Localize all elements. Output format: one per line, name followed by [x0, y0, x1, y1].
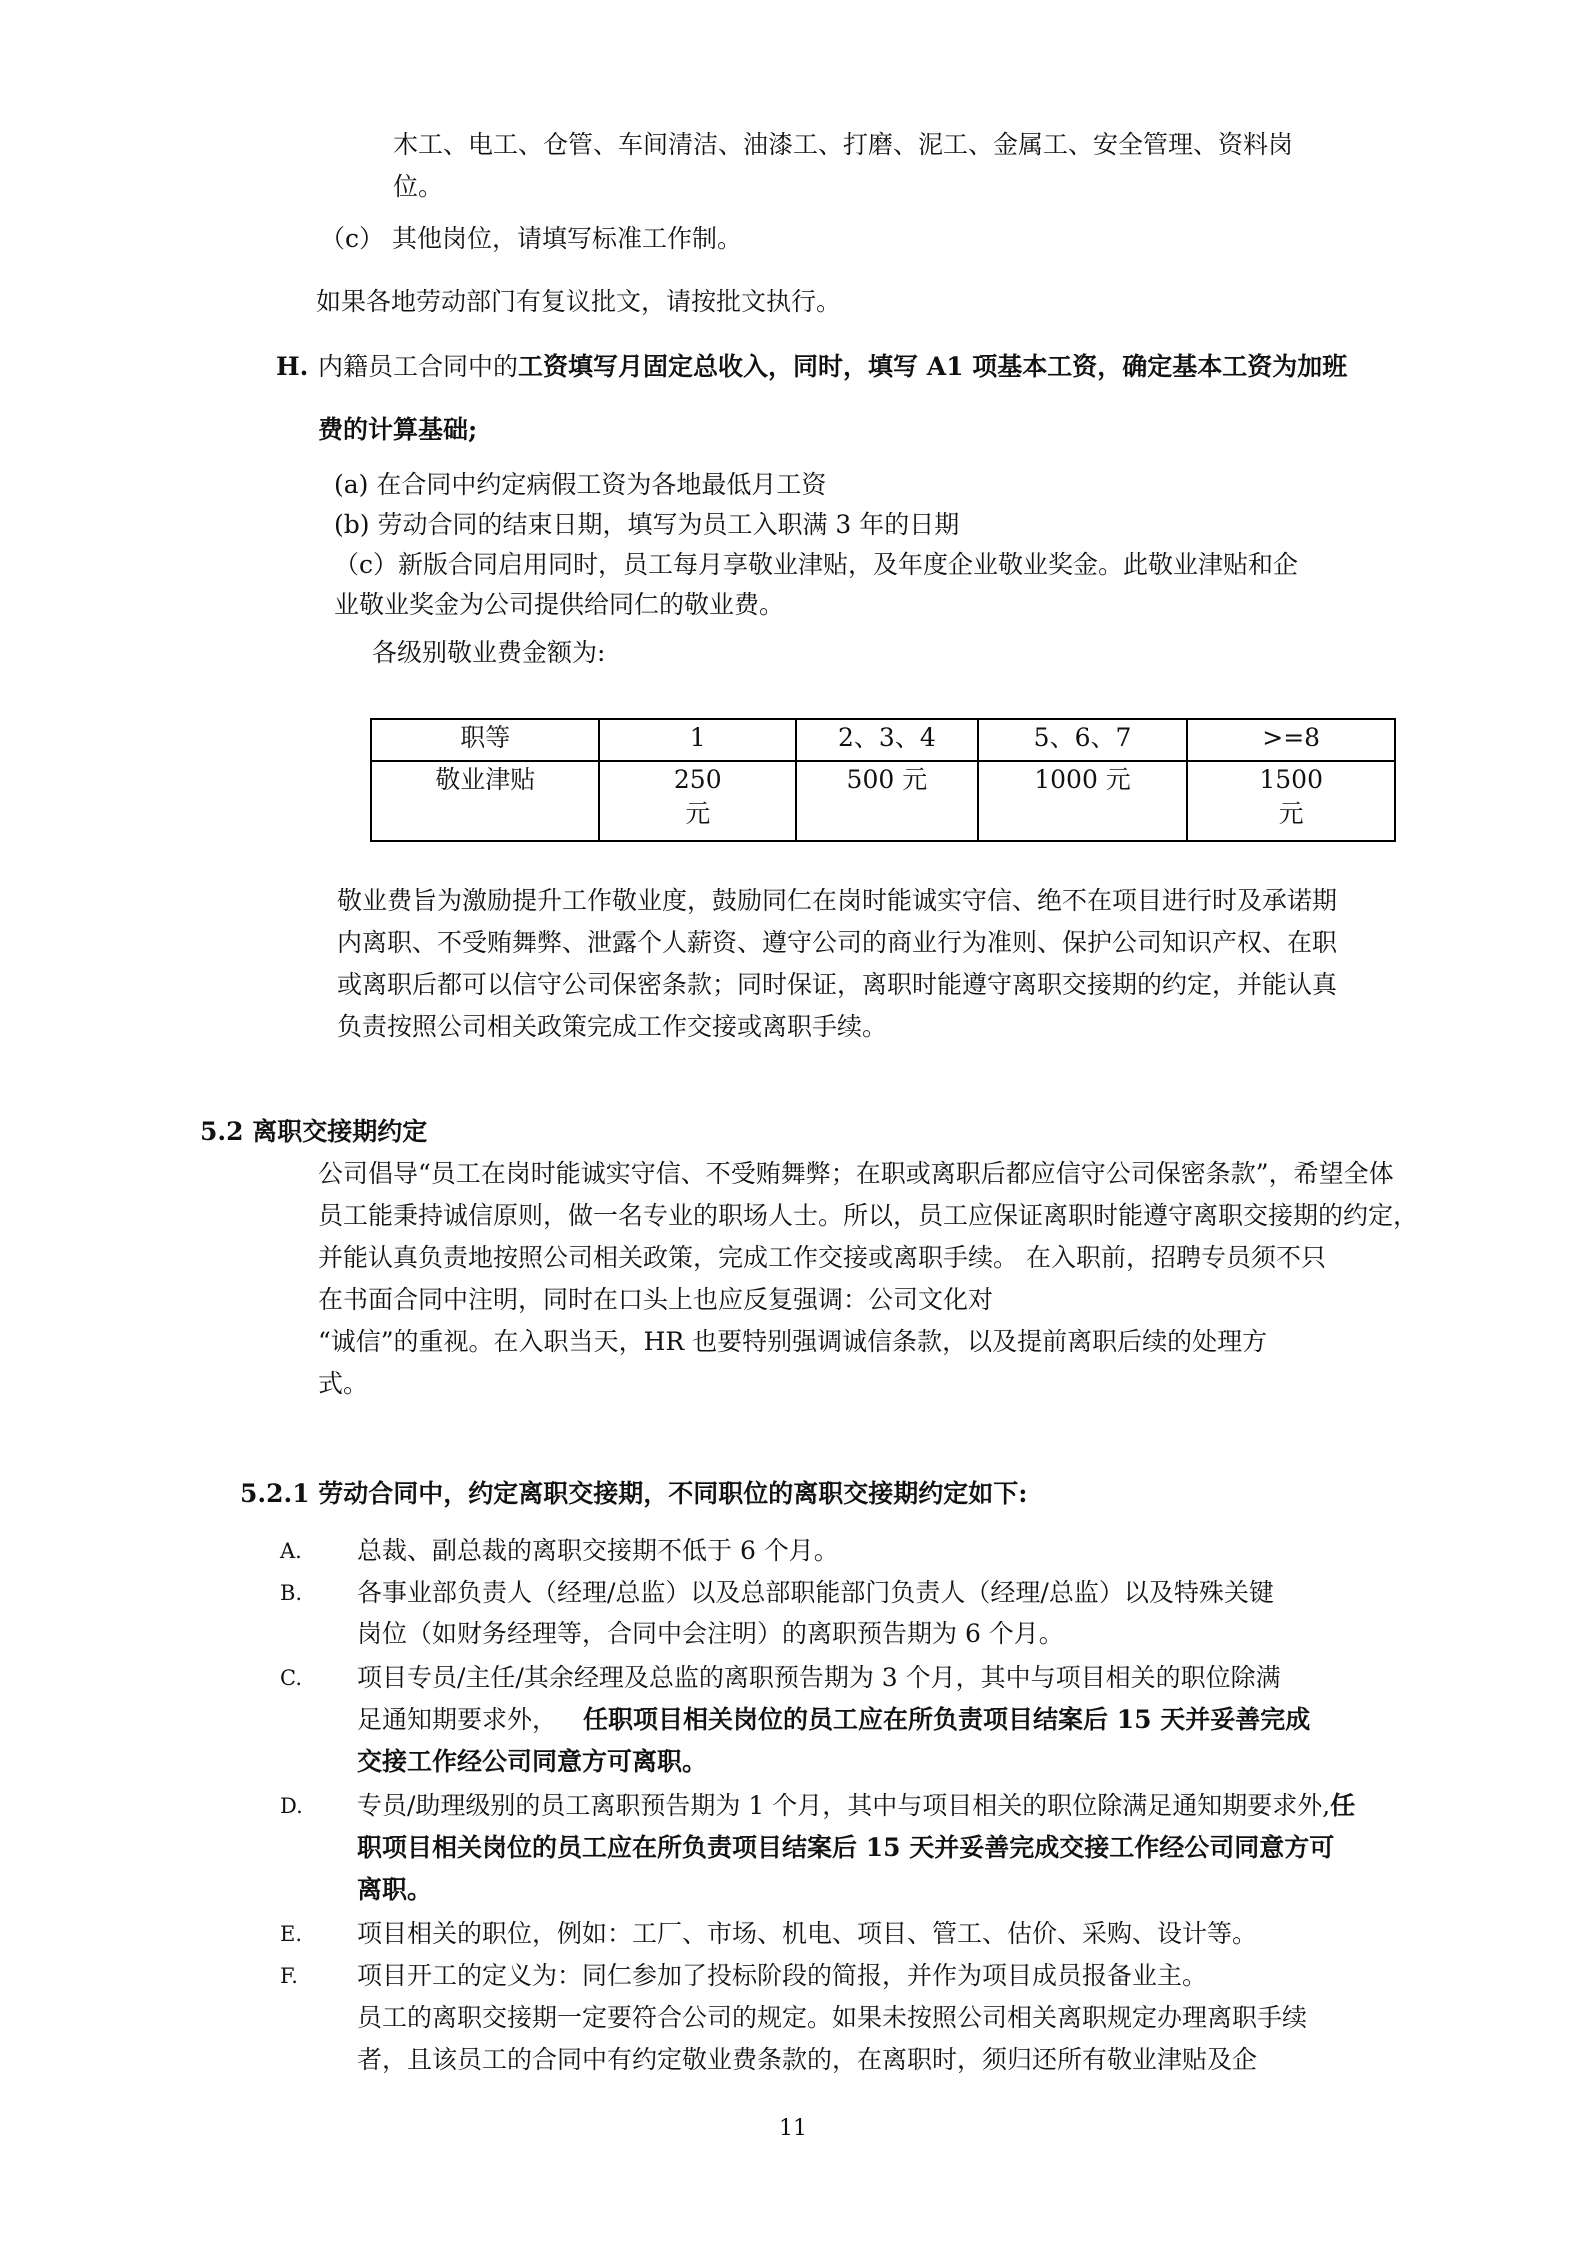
section-h-lead: 内籍员工合同中的	[318, 352, 519, 381]
fee-table-cell	[1187, 761, 1395, 841]
item-c-other-posts: （c） 其他岗位，请填写标准工作制。	[320, 224, 742, 253]
section-5-2-heading: 5.2 离职交接期约定	[200, 1117, 428, 1146]
purpose-line: 敬业费旨为激励提升工作敬业度，鼓励同仁在岗时能诚实守信、绝不在项目进行时及承诺期	[337, 886, 1338, 915]
item-c-line-2-plain: 足通知期要求外，	[357, 1705, 558, 1734]
purpose-line: 负责按照公司相关政策完成工作交接或离职手续。	[337, 1012, 888, 1041]
tail-line-1: 员工的离职交接期一定要符合公司的规定。如果未按照公司相关离职规定办理离职手续	[357, 2003, 1308, 2032]
section-5-2-line: 式。	[318, 1369, 369, 1398]
fee-table-cell	[599, 761, 796, 841]
item-f-text: 项目开工的定义为：同仁参加了投标阶段的简报，并作为项目成员报备业主。	[357, 1961, 1208, 1990]
item-e-marker: E.	[280, 1922, 303, 1946]
item-a-text: 总裁、副总裁的离职交接期不低于 6 个月。	[357, 1536, 839, 1565]
fee-table-header-cell: 1	[599, 719, 796, 761]
intro-line-1: 木工、电工、仓管、车间清洁、油漆工、打磨、泥工、金属工、安全管理、资料岗	[393, 130, 1294, 159]
fee-table-cell: 500 元	[796, 761, 978, 841]
section-5-2-1-heading: 5.2.1 劳动合同中，约定离职交接期，不同职位的离职交接期约定如下:	[240, 1479, 1028, 1508]
fee-table-cell: 1000 元	[978, 761, 1188, 841]
section-5-2-line: “诚信”的重视。在入职当天，HR 也要特别强调诚信条款，以及提前离职后续的处理方	[318, 1327, 1268, 1356]
fee-cell-unit: 元	[1278, 799, 1304, 828]
item-d-line-1	[357, 1789, 1355, 1823]
item-d-line-3: 离职。	[357, 1875, 433, 1904]
item-d-marker: D.	[280, 1794, 303, 1818]
purpose-line: 或离职后都可以信守公司保密条款；同时保证，离职时能遵守离职交接期的约定，并能认真	[337, 970, 1338, 999]
section-5-2-line: 员工能秉持诚信原则，做一名专业的职场人士。所以，员工应保证离职时能遵守离职交接期的约定，	[318, 1201, 1419, 1230]
fee-cell-unit: 元	[685, 799, 711, 828]
item-c-marker: C.	[280, 1666, 302, 1690]
item-d-line-1-plain: 专员/助理级别的员工离职预告期为 1 个月，其中与项目相关的职位除满足通知期要求外,	[357, 1791, 1331, 1820]
section-h-line-2: 费的计算基础;	[318, 415, 478, 444]
fee-table-header-cell: 2、3、4	[796, 719, 978, 761]
item-b-marker: B.	[280, 1581, 303, 1605]
item-f-marker: F.	[280, 1964, 298, 1988]
section-h-item-b: (b) 劳动合同的结束日期，填写为员工入职满 3 年的日期	[334, 510, 960, 539]
section-h-item-c-line-2: 业敬业奖金为公司提供给同仁的敬业费。	[334, 590, 785, 619]
item-b-line-1: 各事业部负责人（经理/总监）以及总部职能部门负责人（经理/总监）以及特殊关键	[357, 1578, 1274, 1607]
item-c-line-2-bold: 任职项目相关岗位的员工应在所负责项目结案后 15 天并妥善完成	[583, 1705, 1311, 1734]
page-number: 11	[779, 2116, 807, 2141]
section-5-2-line: 并能认真负责地按照公司相关政策，完成工作交接或离职手续。 在入职前，招聘专员须不只	[318, 1243, 1326, 1272]
section-h-line-1	[318, 350, 1347, 384]
item-b-line-2: 岗位（如财务经理等，合同中会注明）的离职预告期为 6 个月。	[357, 1619, 1064, 1648]
item-c-line-3: 交接工作经公司同意方可离职。	[357, 1747, 708, 1776]
item-d-line-1-bold: 任	[1330, 1791, 1356, 1820]
fee-table-row	[371, 761, 1395, 841]
fee-table-row-label: 敬业津贴	[371, 761, 599, 841]
item-e-text: 项目相关的职位，例如：工厂、市场、机电、项目、管工、估价、采购、设计等。	[357, 1919, 1258, 1948]
section-5-2-line: 在书面合同中注明，同时在口头上也应反复强调：公司文化对	[318, 1285, 994, 1314]
fee-table-header-cell: 职等	[371, 719, 599, 761]
section-h-item-a: (a) 在合同中约定病假工资为各地最低月工资	[334, 470, 827, 499]
purpose-line: 内离职、不受贿舞弊、泄露个人薪资、遵守公司的商业行为准则、保护公司知识产权、在职	[337, 928, 1338, 957]
section-h-item-c-line-1: （c）新版合同启用同时，员工每月享敬业津贴，及年度企业敬业奖金。此敬业津贴和企	[334, 550, 1299, 579]
fee-cell-amount: 250	[673, 765, 722, 794]
fee-table-header-row	[371, 719, 1395, 761]
section-5-2-line: 公司倡导“员工在岗时能诚实守信、不受贿舞弊；在职或离职后都应信守公司保密条款”，希望全体	[318, 1159, 1394, 1188]
fee-table-header-cell: >=8	[1187, 719, 1395, 761]
fee-table-header-cell: 5、6、7	[978, 719, 1188, 761]
tail-line-2: 者，且该员工的合同中有约定敬业费条款的，在离职时，须归还所有敬业津贴及企	[357, 2045, 1258, 2074]
item-c-line-1: 项目专员/主任/其余经理及总监的离职预告期为 3 个月，其中与项目相关的职位除满	[357, 1663, 1281, 1692]
fee-table-intro: 各级别敬业费金额为:	[372, 638, 606, 667]
intro-line-2: 位。	[393, 172, 444, 201]
section-h-marker: H.	[276, 352, 309, 381]
section-h-bold-1: 工资填写月固定总收入，同时，填写 A1 项基本工资，确定基本工资为加班	[518, 352, 1348, 381]
appeal-note: 如果各地劳动部门有复议批文，请按批文执行。	[316, 287, 842, 316]
dedication-fee-table	[370, 718, 1396, 842]
item-c-line-2	[357, 1703, 1310, 1737]
fee-cell-amount: 1500	[1259, 765, 1323, 794]
item-a-marker: A.	[280, 1539, 302, 1563]
item-d-line-2: 职项目相关岗位的员工应在所负责项目结案后 15 天并妥善完成交接工作经公司同意方可	[357, 1833, 1335, 1862]
